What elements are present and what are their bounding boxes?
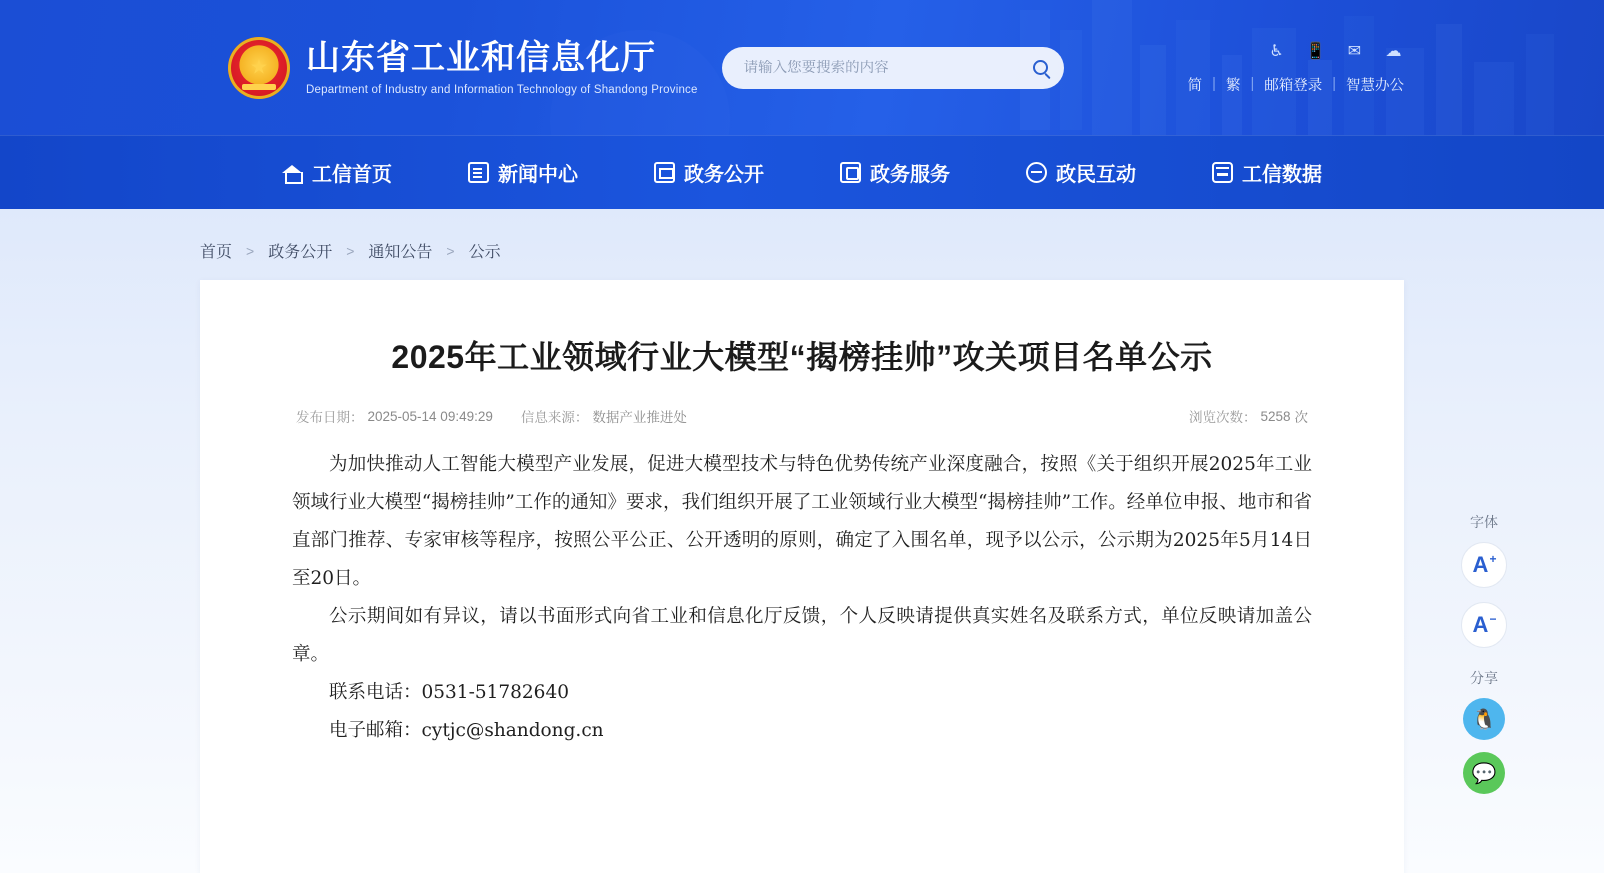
font-increase-letter: A [1472, 552, 1489, 577]
page-title: 2025年工业领域行业大模型“揭榜挂帅”攻关项目名单公示 [391, 339, 1213, 375]
wechat-icon[interactable]: ✉ [1347, 43, 1362, 60]
breadcrumb [200, 209, 1404, 280]
util-separator-1: | [1212, 76, 1216, 92]
mail-login-link[interactable]: 邮箱登录 [1264, 77, 1323, 94]
source-label: 信息来源： [520, 410, 589, 426]
publish-date-value: 2025-05-14 09:49:29 [367, 408, 493, 424]
article-contact-email: 电子邮箱：cytjc@shandong.cn [329, 719, 604, 741]
article-tools-rail [1436, 512, 1532, 806]
service-icon [840, 162, 861, 183]
views-unit: 次 [1294, 410, 1308, 426]
search-input[interactable] [744, 60, 1026, 76]
font-decrease-sign: − [1489, 612, 1497, 626]
site-title-en: Department of Industry and Information Technology of Shandong Province [306, 83, 698, 96]
breadcrumb-item-home[interactable]: 首页 [200, 244, 233, 261]
util-separator-2: | [1250, 76, 1255, 92]
article-paragraph-2: 公示期间如有异议，请以书面形式向省工业和信息化厅反馈，个人反映请提供真实姓名及联系方式，单位反映请加盖公章。 [292, 606, 1312, 665]
nav-label-service: 政务服务 [870, 164, 950, 186]
nav-label-home: 工信首页 [312, 164, 392, 186]
site-title-cn: 山东省工业和信息化厅 [306, 39, 656, 78]
site-logo[interactable] [228, 37, 698, 99]
lang-traditional-link[interactable]: 繁 [1225, 77, 1241, 94]
header-utilities [1188, 41, 1404, 95]
accessibility-icon[interactable]: ♿ [1269, 43, 1284, 60]
breadcrumb-sep-1: > [246, 242, 255, 259]
article-container [200, 280, 1498, 873]
smart-office-link[interactable]: 智慧办公 [1346, 77, 1404, 94]
breadcrumb-item-open-gov[interactable]: 政务公开 [268, 244, 333, 261]
font-increase-sign: + [1489, 552, 1497, 566]
views-label: 浏览次数： [1188, 410, 1257, 426]
search-icon [1033, 60, 1048, 75]
nav-label-news: 新闻中心 [498, 164, 578, 186]
wechat-share-icon[interactable] [1463, 752, 1505, 794]
nav-label-open-gov: 政务公开 [684, 164, 764, 186]
font-decrease-letter: A [1472, 612, 1489, 637]
main-navigation [0, 135, 1604, 209]
home-icon [282, 162, 303, 183]
wechat-share-glyph: 💬 [1471, 762, 1497, 785]
qq-share-icon[interactable] [1463, 698, 1505, 740]
nav-label-interaction: 政民互动 [1056, 164, 1136, 186]
views-value: 5258 [1260, 408, 1291, 424]
open-gov-icon [654, 162, 675, 183]
nav-item-news[interactable] [430, 158, 616, 187]
nav-item-home[interactable] [244, 158, 430, 187]
search-button[interactable] [1026, 53, 1056, 83]
publish-date-label: 发布日期： [296, 410, 364, 426]
article-meta [292, 406, 1312, 440]
page-body [0, 209, 1604, 873]
mobile-icon[interactable]: 📱 [1305, 43, 1326, 60]
data-icon [1212, 162, 1233, 183]
weibo-icon[interactable]: ☁ [1385, 43, 1402, 60]
util-separator-3: | [1332, 76, 1336, 92]
interaction-icon [1026, 162, 1047, 183]
nav-label-data: 工信数据 [1242, 164, 1322, 186]
nav-item-data[interactable] [1174, 158, 1360, 187]
font-size-label: 字体 [1470, 514, 1498, 530]
article-contact-phone: 联系电话：0531-51782640 [329, 681, 569, 703]
font-decrease-button[interactable] [1461, 602, 1507, 648]
search-box[interactable] [722, 47, 1064, 89]
breadcrumb-sep-2: > [346, 242, 355, 259]
font-increase-button[interactable] [1461, 542, 1507, 588]
article-body [292, 440, 1312, 749]
share-label: 分享 [1470, 670, 1498, 686]
national-emblem-icon [228, 37, 290, 99]
qq-share-glyph: 🐧 [1471, 708, 1497, 731]
news-icon [468, 162, 489, 183]
site-header [0, 0, 1604, 135]
nav-item-service[interactable] [802, 158, 988, 187]
article-paragraph-1: 为加快推动人工智能大模型产业发展，促进大模型技术与特色优势传统产业深度融合，按照《关于组织开展2025年工业领域行业大模型“揭榜挂帅”工作的通知》要求，我们组织开展了工业领域行业大模型“揭榜挂帅”工作。经单位申报、地市和省直部门推荐、专家审核等程序，按照公平公正、公开透明的原则，确定了入围名单，现予以公示，公示期为2025年5月14日至20日。 [292, 454, 1312, 590]
nav-item-open-gov[interactable] [616, 158, 802, 187]
breadcrumb-item-notice[interactable]: 通知公告 [368, 244, 433, 261]
lang-simplified-link[interactable]: 简 [1187, 77, 1203, 94]
breadcrumb-item-announcement[interactable]: 公示 [468, 244, 501, 261]
source-value: 数据产业推进处 [592, 410, 687, 426]
nav-item-interaction[interactable] [988, 158, 1174, 187]
breadcrumb-sep-3: > [446, 242, 455, 259]
